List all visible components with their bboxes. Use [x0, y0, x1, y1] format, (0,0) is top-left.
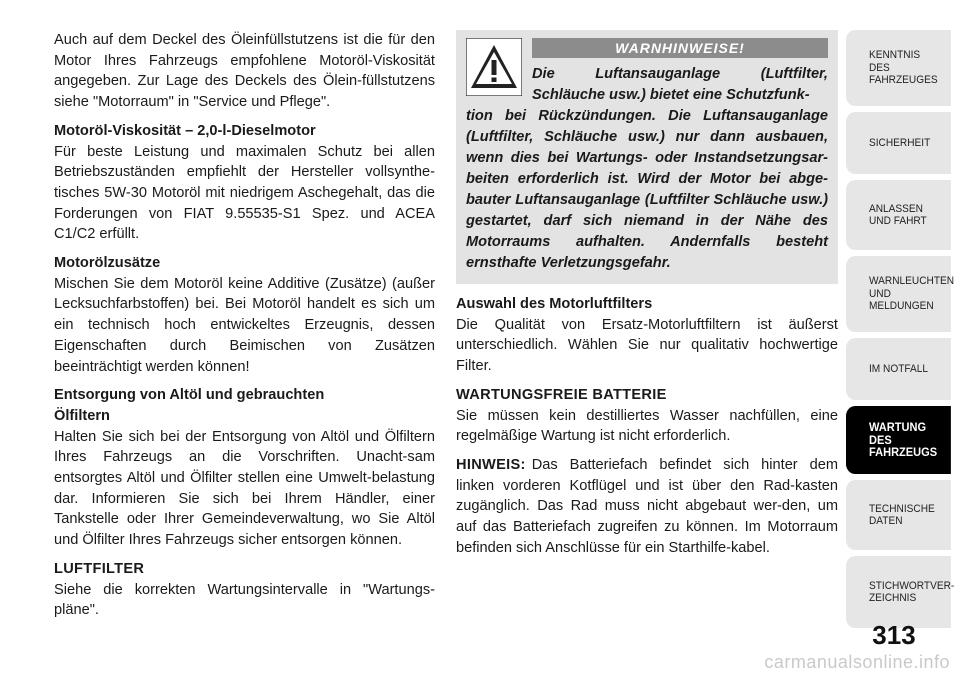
- warning-text: tion bei Rückzündungen. Die Luftansauganlage (Luftfilter, Schläuche usw.) nur dann ausbauen, wenn dies bei Wartungs- oder Instandsetzungsar-beiten erforderlich ist. Wird der Motor bei abge-bauter Luftansauganlage (Luftfilter Schläuche usw.) gestartet, darf sich niemand in der Nähe des Motorraums aufhalten. Andernfalls besteht ernsthafte Verletzungsgefahr.: [466, 108, 828, 271]
- heading-air-filter-selection: Auswahl des Motorluftfilters: [456, 296, 653, 312]
- warning-top: [466, 38, 828, 106]
- warning-triangle-icon: [466, 38, 522, 96]
- sidebar-tab-anlassen[interactable]: [846, 180, 951, 250]
- heading-oil-disposal-line2: Ölfiltern: [54, 407, 110, 424]
- sidebar-tab-label: WARTUNG DES FAHRZEUGS: [869, 420, 938, 460]
- note-paragraph: [456, 455, 838, 559]
- sidebar-tab-technische-daten[interactable]: [846, 480, 951, 550]
- sidebar-tab-label: ANLASSEN UND FAHRT: [869, 202, 927, 227]
- page-number: 313: [872, 620, 916, 650]
- paragraph-oil-disposal: Halten Sie sich bei der Entsorgung von Altöl und Ölfiltern Ihres Fahrzeugs an die Vorschriften. Unacht-sam entsorgtes Altöl und Ölfilter stellen eine Umwelt-belastung dar. Informieren Sie sich bei Ihrem Händler, einer Tankstelle oder Ihrer Gemeindeverwaltung, wo Sie Altöl und Ölfilter Ihres Fahrzeugs sicher entsorgen können.: [54, 428, 435, 549]
- heading-oil-disposal-line1: Entsorgung von Altöl und gebrauchten: [54, 387, 325, 404]
- sidebar-tab-notfall[interactable]: [846, 338, 951, 400]
- sidebar-tab-stichwortverzeichnis[interactable]: [846, 556, 955, 628]
- paragraph-oil-viscosity: Für beste Leistung und maximalen Schutz bei allen Betriebszuständen empfiehlt der Hersteller vollsynthe-tisches 5W-30 Motoröl mit niedrigem Aschegehalt, das die Forderungen von FIAT 9.55535-S1 Spez. und ACEA C1/C2 erfüllt.: [54, 143, 435, 243]
- sidebar-tab-label: KENNTNIS DES FAHRZEUGES: [869, 49, 938, 87]
- heading-oil-additives: Motorölzusätze: [54, 255, 161, 272]
- paragraph-battery: Sie müssen kein destilliertes Wasser nachfüllen, eine regelmäßige Wartung ist nicht erforderlich.: [456, 407, 838, 445]
- warning-box: [456, 30, 838, 284]
- sidebar-tab-label: TECHNISCHE DATEN: [869, 502, 935, 527]
- sidebar-tab-label: IM NOTFALL: [869, 362, 929, 375]
- sidebar-tab-sicherheit[interactable]: [846, 112, 951, 174]
- note-text: Das Batteriefach befindet sich hinter dem linken vorderen Kotflügel und ist über den Rad-kasten zugänglich. Das Rad muss nicht abgebaut wer-den, um auf das Batteriefach zugreifen zu können. Im Motorraum befinden sich Anschlüsse für ein Starthilfe-kabel.: [456, 456, 838, 556]
- sidebar-tab-warnleuchten[interactable]: [846, 256, 955, 332]
- warning-text-lead: Die Luftansauganlage (Luftfilter, Schläuche usw.) bietet eine Schutzfunk-: [532, 66, 828, 103]
- sidebar-tab-wartung[interactable]: [846, 406, 951, 474]
- right-column: [456, 30, 838, 566]
- heading-battery: WARTUNGSFREIE BATTERIE: [456, 386, 667, 403]
- sidebar-tab-fahrzeug[interactable]: [846, 30, 951, 106]
- paragraph-oil-additives: Mischen Sie dem Motoröl keine Additive (Zusätze) (außer Lecksuchfarbstoffen) bei. Bei Motoröl handelt es sich um ein technisch hoch entwickeltes Erzeugnis, dessen Eigenschaften durch Beimischen von Zusätzen beeinträchtigt werden können!: [54, 275, 435, 375]
- sidebar-tab-label: SICHERHEIT: [869, 136, 931, 149]
- heading-oil-disposal: [54, 385, 435, 426]
- paragraph-air-filter: Siehe die korrekten Wartungsintervalle in "Wartungs-pläne".: [54, 581, 435, 619]
- paragraph-air-filter-selection: Die Qualität von Ersatz-Motorluftfiltern ist äußerst unterschiedlich. Wählen Sie nur qualitativ hochwertige Filter.: [456, 316, 838, 375]
- watermark: carmanualsonline.info: [764, 652, 950, 672]
- note-label: HINWEIS:: [456, 456, 526, 473]
- warning-title: WARNHINWEISE!: [532, 38, 828, 58]
- intro-paragraph: Auch auf dem Deckel des Öleinfüllstutzens ist die für den Motor Ihres Fahrzeugs empfohlene Motoröl-Viskosität angegeben. Zur Lage des Deckels des Ölein-füllstutzens siehe "Motorraum" in "Service und Pflege".: [54, 32, 435, 111]
- warning-head-area: [532, 38, 828, 106]
- heading-air-filter: LUFTFILTER: [54, 560, 145, 577]
- sidebar-tab-label: STICHWORTVER- ZEICHNIS: [869, 579, 955, 604]
- sidebar-tab-label: WARNLEUCHTEN UND MELDUNGEN: [869, 275, 955, 313]
- left-column: [54, 30, 435, 629]
- heading-oil-viscosity: Motoröl-Viskosität – 2,0-l-Dieselmotor: [54, 122, 316, 139]
